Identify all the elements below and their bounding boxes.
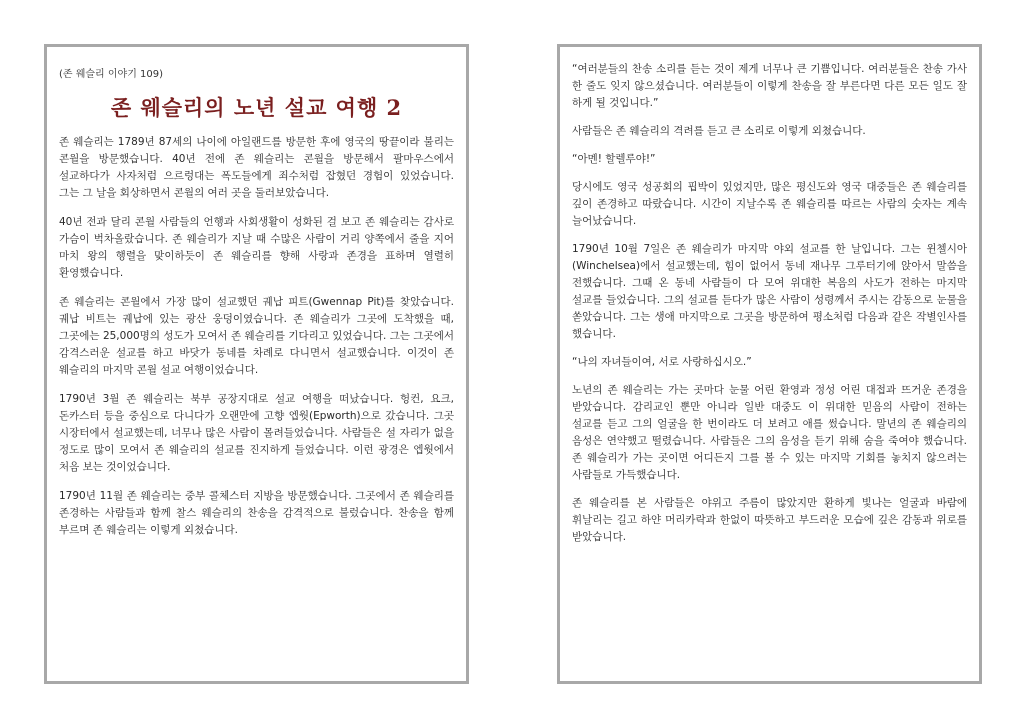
quote: “아멘! 할렐루야!”	[572, 153, 656, 165]
quote: “나의 자녀들이여, 서로 사랑하십시오.”	[572, 356, 752, 368]
right-page	[557, 44, 982, 684]
left-page	[44, 44, 469, 684]
paragraph: “여러분들의 찬송 소리를 듣는 것이 제게 너무나 큰 기쁨입니다. 여러분들은 찬송 가사 한 줄도 잊지 않으셨습니다. 여러분들이 이렇게 찬송을 잘 부른다면 다른 모든 일도 잘 하게 될 것입니다.”	[572, 63, 967, 109]
paragraph: 1790년 3월 존 웨슬리는 북부 공장지대로 설교 여행을 떠났습니다. 헝컨, 요크, 돈카스터 등을 중심으로 다니다가 오랜만에 고향 엡웟(Epworth)으로 갔습니다. 그곳 시장터에서 설교했는데, 너무나 많은 사람이 몰려들었습니다. 사람들은 설 자리가 없을 정도로 많이 모여서 존 웨슬리의 설교를 진지하게 들었습니다. 이런 광경은 엡웟에서 처음 보는 것이었습니다.	[59, 393, 454, 473]
paragraph: 존 웨슬리는 콘월에서 가장 많이 설교했던 궤납 피트(Gwennap Pit)를 찾았습니다. 궤납 비트는 궤납에 있는 광산 웅덩이였습니다. 존 웨슬리가 그곳에 도착했을 때, 그곳에는 25,000명의 성도가 모여서 존 웨슬리를 기다리고 있었습니다. 그는 그곳에서 감격스러운 설교를 하고 바닷가 동네를 차례로 다니면서 설교했습니다. 이것이 존 웨슬리의 마지막 콘월 설교 여행이었습니다.	[59, 296, 454, 376]
page-title: 존 웨슬리의 노년 설교 여행 2	[110, 95, 403, 120]
paragraph: 사람들은 존 웨슬리의 격려를 듣고 큰 소리로 이렇게 외쳤습니다.	[572, 125, 866, 137]
paragraph: 노년의 존 웨슬리는 가는 곳마다 눈물 어린 환영과 정성 어린 대접과 뜨거운 존경을 받았습니다. 감리교인 뿐만 아니라 일반 대중도 이 위대한 믿음의 사람이 전하는 설교를 듣고 그의 얼굴을 한 번이라도 더 보려고 애를 썼습니다. 말년의 존 웨슬리의 음성은 연약했고 떨렸습니다. 사람들은 그의 음성을 듣기 위해 숨을 죽여야 했습니다. 존 웨슬리가 가는 곳이면 어디든지 그를 볼 수 있는 마지막 기회를 놓치지 않으려는 사람들로 가득했습니다.	[572, 384, 967, 481]
paragraph: 1790년 10월 7일은 존 웨슬리가 마지막 야외 설교를 한 날입니다. 그는 윈첼시아(Winchelsea)에서 설교했는데, 힘이 없어서 동네 재나무 그루터기에 앉아서 말씀을 전했습니다. 그때 온 동네 사람들이 다 모여 위대한 복음의 사도가 전하는 마지막 설교를 들었습니다. 그의 설교를 듣다가 많은 사람이 성령께서 주시는 감동으로 눈물을 쏟았습니다. 그는 생애 마지막으로 그곳을 방문하여 평소처럼 다음과 같은 작별인사를 했습니다.	[572, 243, 967, 340]
paragraph: 존 웨슬리를 본 사람들은 야위고 주름이 많았지만 환하게 빛나는 얼굴과 바람에 휘날리는 길고 하얀 머리카락과 한없이 따뜻하고 부드러운 모습에 깊은 감동과 위로를 받았습니다.	[572, 497, 967, 543]
paragraph: 1790년 11월 존 웨슬리는 중부 콜체스터 지방을 방문했습니다. 그곳에서 존 웨슬리를 존경하는 사람들과 함께 찰스 웨슬리의 찬송을 감격적으로 불렀습니다. 찬송을 함께 부르며 존 웨슬리는 이렇게 외쳤습니다.	[59, 490, 454, 536]
paragraph: 당시에도 영국 성공회의 핍박이 있었지만, 많은 평신도와 영국 대중들은 존 웨슬리를 깊이 존경하고 따랐습니다. 시간이 지날수록 존 웨슬리를 따르는 사람의 숫자는 계속 늘어났습니다.	[572, 181, 967, 227]
paragraph: 40년 전과 달리 콘월 사람들의 언행과 사회생활이 성화된 걸 보고 존 웨슬리는 감사로 가슴이 벅차올랐습니다. 존 웨슬리가 지날 때 수많은 사람이 거리 양쪽에서 줄을 지어 마치 왕의 행렬을 맞이하듯이 존 웨슬리를 향해 사랑과 존경을 표하며 열렬히 환영했습니다.	[59, 216, 454, 279]
series-label: (존 웨슬리 이야기 109)	[59, 69, 164, 80]
paragraph: 존 웨슬리는 1789년 87세의 나이에 아일랜드를 방문한 후에 영국의 땅끝이라 불리는 콘월을 방문했습니다. 40년 전에 존 웨슬리는 콘월을 방문해서 팔마우스에서 설교하다가 사자처럼 으르렁대는 폭도들에게 죄수처럼 잡혔던 경험이 있었습니다. 그는 그 날을 회상하면서 콘월의 여러 곳을 둘러보았습니다.	[59, 136, 454, 199]
